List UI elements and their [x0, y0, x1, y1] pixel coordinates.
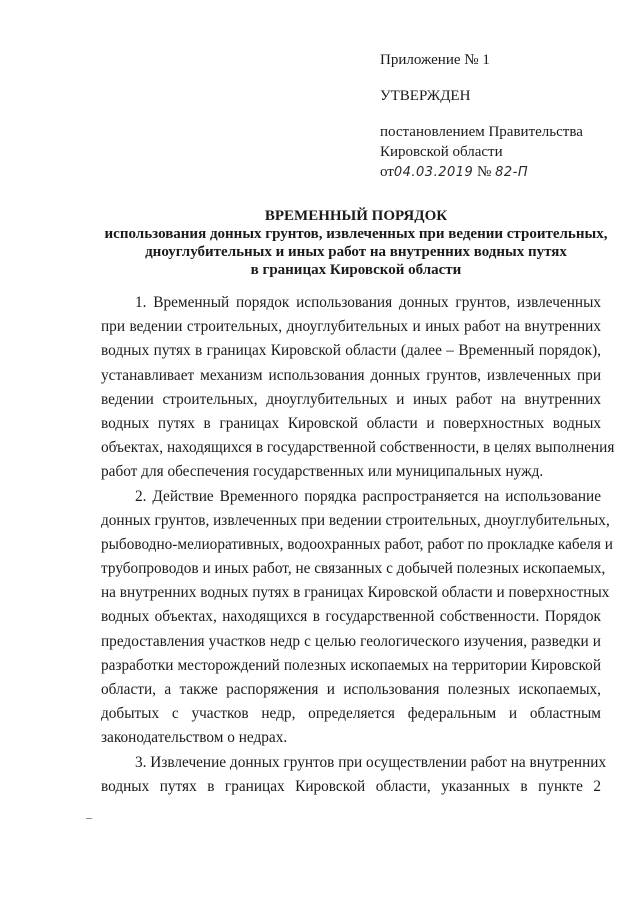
paragraph-1: [101, 291, 615, 485]
decree-from: от: [380, 164, 394, 180]
paragraph-line: 2. Действие Временного порядка распространяется на использование: [135, 487, 601, 505]
paragraph-line: области, а также распоряжения и использования полезных ископаемых,: [101, 681, 601, 698]
margin-dash-mark: –: [86, 810, 92, 824]
title-line-2: использования донных грунтов, извлеченных при ведении строительных,: [104, 226, 608, 242]
decree-number: 82-П: [495, 165, 529, 180]
decree-date-number: [380, 162, 620, 183]
decree-line-1: постановлением Правительства: [380, 124, 583, 140]
paragraph-3: [101, 751, 607, 799]
paragraph-line: 3. Извлечение донных грунтов при осуществлении работ на внутренних: [135, 753, 607, 771]
paragraph-line: разработки месторождений полезных ископаемых на территории Кировской: [101, 656, 601, 674]
paragraph-line: при ведении строительных, дноуглубительных и иных работ на внутренних: [101, 318, 601, 336]
paragraph-line: объектах, находящихся в государственной собственности, в целях выполнения: [101, 439, 615, 457]
paragraph-line: водных путях в границах Кировской области и поверхностных водных: [101, 414, 601, 432]
paragraph-line: водных объектах, находящихся в государственной собственности. Порядок: [101, 608, 601, 626]
paragraph-line: устанавливает механизм использования донных грунтов, извлеченных при: [101, 366, 601, 384]
paragraph-line: законодательством о недрах.: [101, 729, 288, 747]
appendix-label: Приложение № 1: [380, 52, 490, 68]
paragraph-line: 1. Временный порядок использования донных грунтов, извлеченных: [135, 294, 601, 311]
paragraph-line: рыбоводно-мелиоративных, водоохранных работ, работ по прокладке кабеля и: [101, 535, 613, 553]
title-line-3: дноуглубительных и иных работ на внутренних водных путях: [145, 244, 567, 260]
paragraph-line: водных путях в границах Кировской области, указанных в пункте 2: [101, 777, 601, 795]
decree-date: 04.03.2019: [393, 165, 474, 180]
paragraph-line: донных грунтов, извлеченных при ведении строительных, дноуглубительных,: [101, 511, 610, 529]
paragraph-line: водных путях в границах Кировской области (далее – Временный порядок),: [101, 342, 601, 360]
paragraph-line: трубопроводов и иных работ, не связанных с добычей полезных ископаемых,: [101, 560, 606, 578]
paragraph-line: добытых с участков недр, определяется федеральным и областным: [101, 705, 601, 723]
paragraph-2: [101, 485, 613, 751]
paragraph-line: на внутренних водных путях в границах Кировской области и поверхностных: [101, 584, 610, 602]
decree-line-2: Кировской области: [380, 144, 503, 160]
paragraph-line: работ для обеспечения государственных или муниципальных нужд.: [101, 463, 544, 481]
approved-label: УТВЕРЖДЕН: [380, 88, 471, 104]
document-title: [96, 207, 616, 279]
paragraph-line: ведении строительных, дноуглубительных и иных работ на внутренних: [101, 390, 601, 408]
paragraph-line: предоставления участков недр с целью геологического изучения, разведки и: [101, 632, 601, 650]
title-line-4: в границах Кировской области: [250, 262, 462, 278]
appendix-block: [380, 50, 620, 183]
document-body: [101, 291, 615, 799]
title-line-1: ВРЕМЕННЫЙ ПОРЯДОК: [264, 208, 448, 224]
decree-number-prefix: №: [473, 164, 496, 180]
